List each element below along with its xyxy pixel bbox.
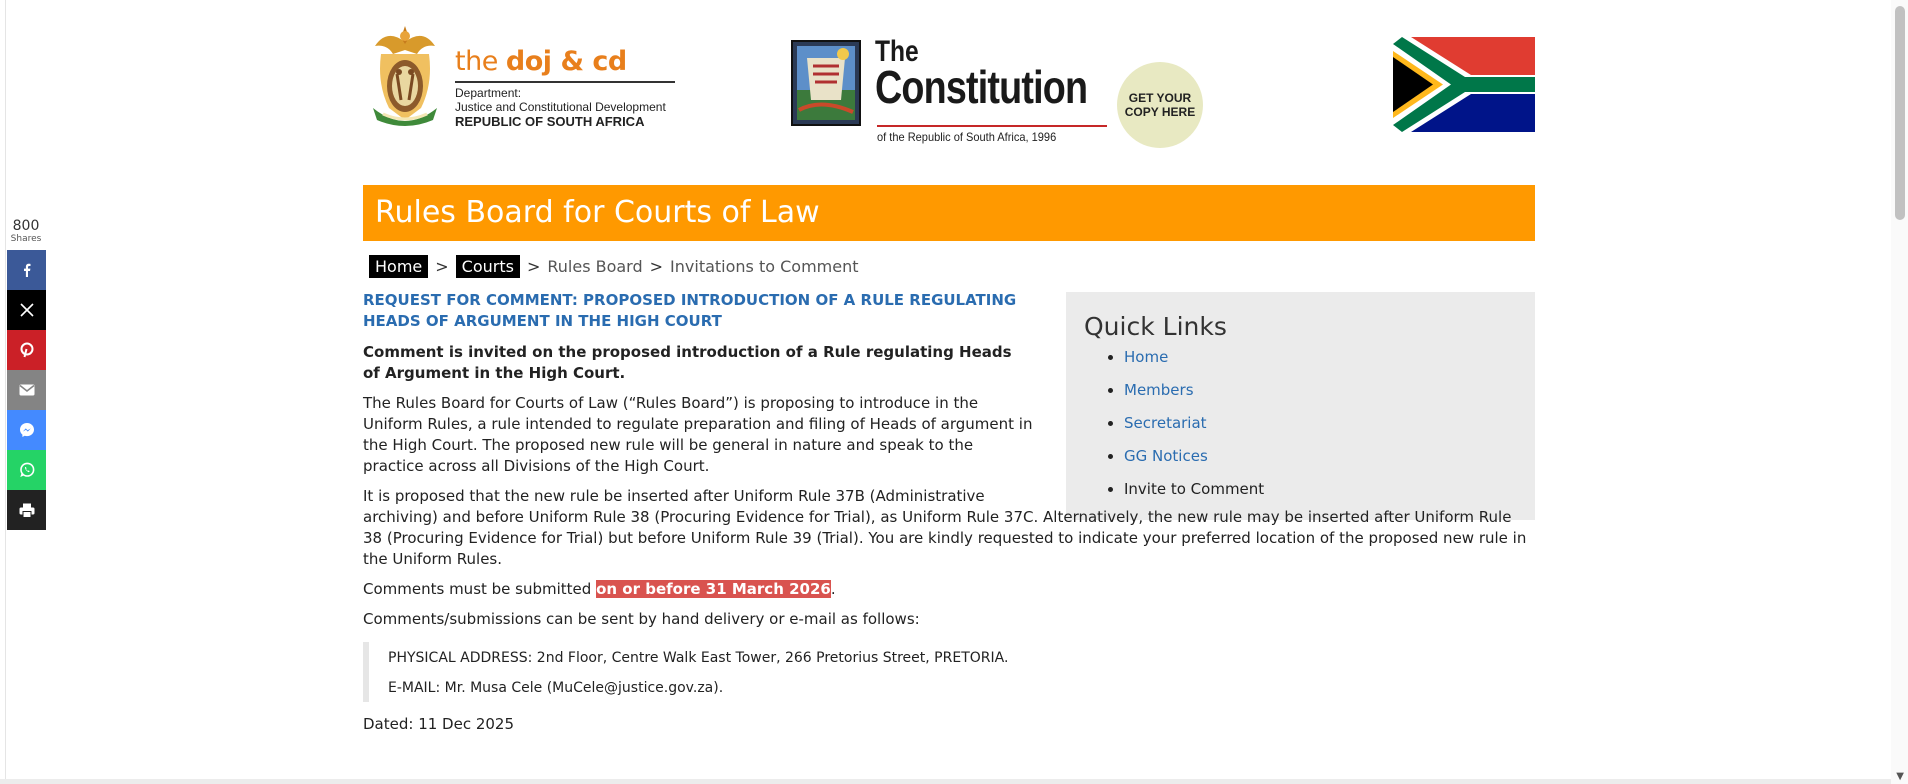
messenger-share-button[interactable] <box>7 410 46 450</box>
paragraph-2-line1: It is proposed that the new rule be inserted after Uniform Rule 37B (Administrative <box>363 487 985 505</box>
article-lead: Comment is invited on the proposed introduction of a Rule regulating Heads of Argument in the High Court. <box>363 343 1012 382</box>
whatsapp-share-button[interactable] <box>7 450 46 490</box>
site-header <box>363 18 1535 144</box>
breadcrumb-home-link[interactable]: Home <box>369 255 428 278</box>
email-icon <box>19 384 35 396</box>
doj-title: the doj & cd <box>455 46 627 77</box>
doj-logo[interactable] <box>363 24 683 134</box>
scrollbar-thumb[interactable] <box>1895 6 1905 220</box>
deadline-prefix: Comments must be submitted <box>363 580 597 598</box>
breadcrumb-current: Invitations to Comment <box>670 257 859 276</box>
constitution-book-icon <box>791 40 861 126</box>
quick-links-title: Quick Links <box>1084 312 1227 341</box>
print-share-button[interactable] <box>7 490 46 530</box>
breadcrumb-separator: > <box>526 257 541 276</box>
constitution-banner[interactable] <box>791 35 1211 144</box>
quick-link-gg-notices[interactable]: GG Notices <box>1124 447 1208 465</box>
quick-link-members[interactable]: Members <box>1124 381 1194 399</box>
coat-of-arms-icon <box>367 24 443 128</box>
breadcrumb-courts-link[interactable]: Courts <box>456 255 520 278</box>
article-body <box>363 290 1535 744</box>
pinterest-share-button[interactable] <box>7 330 46 370</box>
article-paragraph-2 <box>363 486 1535 570</box>
x-share-button[interactable] <box>7 290 46 330</box>
constitution-subtitle: of the Republic of South Africa, 1996 <box>877 130 1057 144</box>
constitution-the: The <box>875 35 919 68</box>
constitution-divider <box>877 125 1107 127</box>
physical-address: PHYSICAL ADDRESS: 2nd Floor, Centre Walk East Tower, 266 Pretorius Street, PRETORIA. <box>388 650 1009 666</box>
paragraph-2-rest: Alternatively, the new rule may be inserted after Uniform Rule 38 (Procuring Evidence for Trial) but before Uniform Rule 39 (Trial). You are kindly requested to indicate your preferred location of the proposed new rule in the Uniform Rules. <box>363 508 1527 568</box>
breadcrumb-separator: > <box>649 257 664 276</box>
email-share-button[interactable] <box>7 370 46 410</box>
print-icon <box>19 503 35 518</box>
contact-blockquote <box>363 642 1535 702</box>
article-paragraph-1: The Rules Board for Courts of Law (“Rules Board”) is proposing to introduce in the Uniform Rules, a rule intended to regulate preparation and filing of Heads of argument in the High Court. The proposed new rule will be general in nature and speak to the practice across all Divisions of the High Court. <box>363 394 1033 475</box>
scroll-down-arrow-icon[interactable]: ▼ <box>1896 771 1904 782</box>
bottom-edge <box>0 779 1891 784</box>
doj-line3: REPUBLIC OF SOUTH AFRICA <box>455 114 645 129</box>
email-contact[interactable]: E-MAIL: Mr. Musa Cele (MuCele@justice.gov.za). <box>388 680 724 696</box>
badge-line2: COPY HERE <box>1124 105 1196 119</box>
share-count-label: Shares <box>10 234 42 244</box>
submission-intro: Comments/submissions can be sent by hand delivery or e-mail as follows: <box>363 610 920 628</box>
doj-line2: Justice and Constitutional Development <box>455 100 666 114</box>
share-count <box>8 219 44 244</box>
whatsapp-icon <box>19 462 35 478</box>
breadcrumb-separator: > <box>435 257 449 276</box>
dated-text: Dated: 11 Dec 2025 <box>363 715 515 733</box>
breadcrumb <box>369 255 859 278</box>
paragraph-2-line2: archiving) and before Uniform Rule 38 (Procuring Evidence for Trial), as Uniform Rule 37C. <box>363 508 1039 526</box>
messenger-icon <box>19 422 35 438</box>
deadline-highlight: on or before 31 March 2026 <box>596 580 831 598</box>
south-africa-flag-icon <box>1393 37 1535 132</box>
quick-link-home[interactable]: Home <box>1124 348 1169 366</box>
breadcrumb-rules-board-link[interactable]: Rules Board <box>547 257 643 276</box>
badge-line1: GET YOUR <box>1128 91 1192 105</box>
pinterest-icon <box>19 342 35 358</box>
quick-link-secretariat[interactable]: Secretariat <box>1124 414 1207 432</box>
doj-divider <box>455 81 675 83</box>
deadline-suffix: . <box>830 580 836 598</box>
quick-link-invite-to-comment: Invite to Comment <box>1124 480 1265 498</box>
article-title: REQUEST FOR COMMENT: PROPOSED INTRODUCTION OF A RULE REGULATING HEADS OF ARGUMENT IN THE HIGH COURT <box>363 291 1017 330</box>
vertical-scrollbar[interactable] <box>1891 0 1908 784</box>
deadline-text <box>363 579 1535 600</box>
doj-line1: Department: <box>455 86 522 100</box>
page-title: Rules Board for Courts of Law <box>375 195 820 230</box>
section-banner <box>363 185 1535 241</box>
share-count-number: 800 <box>12 218 40 234</box>
get-copy-badge[interactable] <box>1117 62 1203 148</box>
facebook-icon <box>20 263 34 277</box>
x-icon <box>20 303 34 317</box>
page-left-border <box>0 0 6 784</box>
facebook-share-button[interactable] <box>7 250 46 290</box>
constitution-title: Constitution <box>875 61 1088 113</box>
